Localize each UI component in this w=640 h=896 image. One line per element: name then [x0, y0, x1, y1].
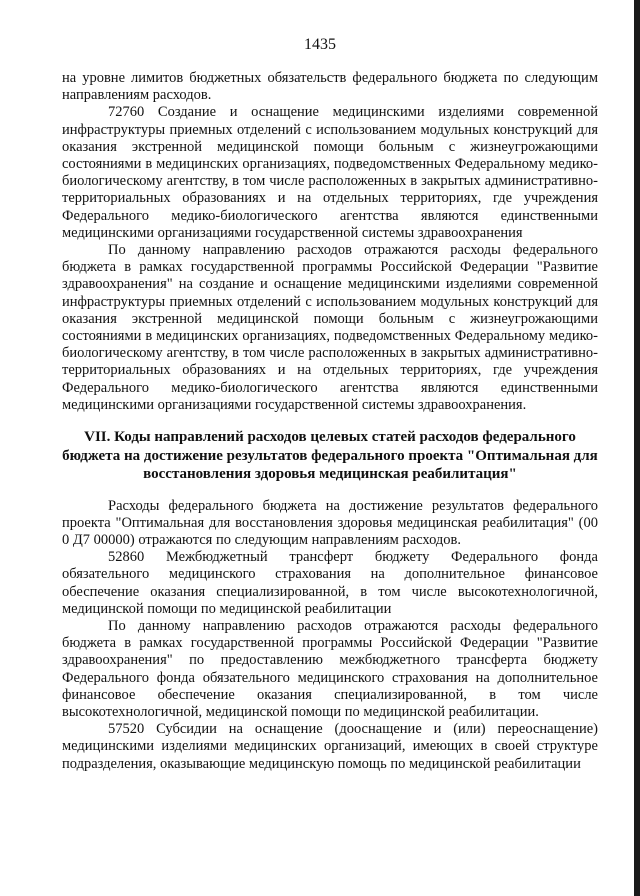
paragraph-continuation: на уровне лимитов бюджетных обязательств федерального бюджета по следующим направлениям расходов.	[62, 70, 598, 104]
paragraph-section-intro: Расходы федерального бюджета на достижение результатов федерального проекта "Оптимальная для восстановления здоровья медицинская реабилитация" (00 0 Д7 00000) отражаются по следующим направлениям расходов.	[62, 497, 598, 548]
scan-edge	[634, 0, 640, 896]
paragraph-72760-title: 72760 Создание и оснащение медицинскими изделиями современной инфраструктуры приемных отделений с использованием модульных конструкций для оказания экстренной медицинской помощи больным с жизнеугрожающими состояниями в медицинских организациях, подведомственных Федеральному медико-биологическому агентству, в том числе расположенных в закрытых административно-территориальных образованиях и на отдельных территориях, где учреждения Федерального медико-биологического агентства являются единственными медицинскими организациями государственной системы здравоохранения	[62, 104, 598, 241]
paragraph-52860-description: По данному направлению расходов отражаются расходы федерального бюджета в рамках государственной программы Российской Федерации "Развитие здравоохранения" по предоставлению межбюджетного трансферта бюджету Федерального фонда обязательного медицинского страхования на дополнительное финансовое обеспечение оказания специализированной, в том числе высокотехнологичной, медицинской помощи по медицинской реабилитации.	[62, 617, 598, 720]
paragraph-72760-description: По данному направлению расходов отражаются расходы федерального бюджета в рамках государственной программы Российской Федерации "Развитие здравоохранения" на создание и оснащение медицинскими изделиями современной инфраструктуры приемных отделений с использованием модульных конструкций для оказания экстренной медицинской помощи больным с жизнеугрожающими состояниями в медицинских организациях, подведомственных Федеральному медико-биологическому агентству, в том числе расположенных в закрытых административно-территориальных образованиях и на отдельных территориях, где учреждения Федерального медико-биологического агентства являются единственными медицинскими организациями государственной системы здравоохранения.	[62, 242, 598, 413]
section-heading: VII. Коды направлений расходов целевых статей расходов федерального бюджета на достижение результатов федерального проекта "Оптимальная для восстановления здоровья медицинская реабилитация"	[62, 429, 598, 483]
paragraph-52860-title: 52860 Межбюджетный трансферт бюджету Федерального фонда обязательного медицинского страхования на дополнительное финансовое обеспечение оказания специализированной, в том числе высокотехнологичной, медицинской помощи по медицинской реабилитации	[62, 549, 598, 617]
page-number: 1435	[304, 36, 336, 53]
paragraph-57520-title: 57520 Субсидии на оснащение (дооснащение и (или) переоснащение) медицинскими изделиями медицинских организаций, имеющих в своей структуре подразделения, оказывающие медицинскую помощь по медицинской реабилитации	[62, 721, 598, 772]
document-body	[62, 70, 598, 773]
